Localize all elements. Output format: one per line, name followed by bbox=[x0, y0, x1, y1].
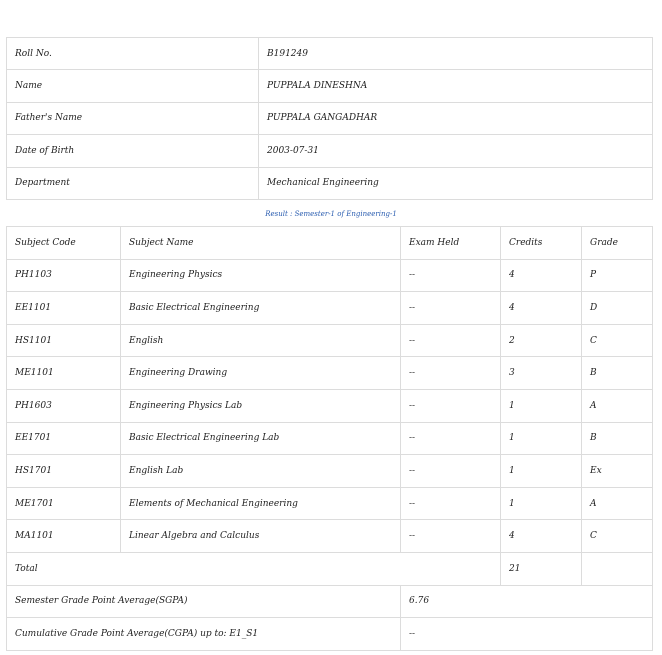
name-label: Name bbox=[7, 70, 259, 102]
header-subject-name: Subject Name bbox=[121, 227, 401, 260]
exam-held-cell: -- bbox=[401, 455, 501, 488]
subject-name-cell: English bbox=[121, 324, 401, 357]
subject-name-cell: Engineering Physics Lab bbox=[121, 389, 401, 422]
table-row bbox=[7, 520, 653, 553]
subject-code-cell: MA1101 bbox=[7, 520, 121, 553]
department-label: Department bbox=[7, 167, 259, 199]
grades-table bbox=[6, 226, 653, 651]
subject-code-cell: EE1701 bbox=[7, 422, 121, 455]
subject-name-cell: Basic Electrical Engineering bbox=[121, 292, 401, 325]
exam-held-cell: -- bbox=[401, 422, 501, 455]
table-row bbox=[7, 324, 653, 357]
subject-code-cell: EE1101 bbox=[7, 292, 121, 325]
exam-held-cell: -- bbox=[401, 487, 501, 520]
department-value: Mechanical Engineering bbox=[259, 167, 653, 199]
cgpa-value: -- bbox=[401, 618, 653, 651]
grade-cell: B bbox=[582, 357, 653, 390]
header-subject-code: Subject Code bbox=[7, 227, 121, 260]
credits-cell: 2 bbox=[501, 324, 582, 357]
dob-label: Date of Birth bbox=[7, 135, 259, 167]
credits-cell: 1 bbox=[501, 487, 582, 520]
grade-cell: A bbox=[582, 487, 653, 520]
table-row bbox=[7, 455, 653, 488]
exam-held-cell: -- bbox=[401, 324, 501, 357]
roll-no-value: B191249 bbox=[259, 38, 653, 70]
subject-code-cell: PH1603 bbox=[7, 389, 121, 422]
grade-cell: A bbox=[582, 389, 653, 422]
grade-cell: P bbox=[582, 259, 653, 292]
info-row bbox=[7, 70, 653, 102]
subject-name-cell: English Lab bbox=[121, 455, 401, 488]
subject-code-cell: HS1101 bbox=[7, 324, 121, 357]
exam-held-cell: -- bbox=[401, 292, 501, 325]
credits-cell: 3 bbox=[501, 357, 582, 390]
table-row bbox=[7, 259, 653, 292]
subject-code-cell: PH1103 bbox=[7, 259, 121, 292]
grades-header-row bbox=[7, 227, 653, 260]
total-grade-empty bbox=[582, 552, 653, 585]
exam-held-cell: -- bbox=[401, 520, 501, 553]
info-row bbox=[7, 167, 653, 199]
subject-code-cell: ME1101 bbox=[7, 357, 121, 390]
sgpa-value: 6.76 bbox=[401, 585, 653, 618]
grade-cell: C bbox=[582, 324, 653, 357]
header-grade: Grade bbox=[582, 227, 653, 260]
credits-cell: 1 bbox=[501, 422, 582, 455]
father-name-value: PUPPALA GANGADHAR bbox=[259, 102, 653, 134]
result-title: Result : Semester-1 of Engineering-1 bbox=[265, 210, 397, 218]
subject-name-cell: Linear Algebra and Calculus bbox=[121, 520, 401, 553]
grade-cell: D bbox=[582, 292, 653, 325]
exam-held-cell: -- bbox=[401, 259, 501, 292]
exam-held-cell: -- bbox=[401, 389, 501, 422]
total-credits: 21 bbox=[501, 552, 582, 585]
credits-cell: 4 bbox=[501, 292, 582, 325]
credits-cell: 4 bbox=[501, 520, 582, 553]
table-row bbox=[7, 357, 653, 390]
table-row bbox=[7, 292, 653, 325]
subject-name-cell: Engineering Drawing bbox=[121, 357, 401, 390]
grade-cell: C bbox=[582, 520, 653, 553]
subject-name-cell: Elements of Mechanical Engineering bbox=[121, 487, 401, 520]
table-row bbox=[7, 422, 653, 455]
header-exam-held: Exam Held bbox=[401, 227, 501, 260]
info-row bbox=[7, 102, 653, 134]
credits-cell: 1 bbox=[501, 455, 582, 488]
credits-cell: 4 bbox=[501, 259, 582, 292]
subject-name-cell: Engineering Physics bbox=[121, 259, 401, 292]
total-label: Total bbox=[7, 552, 501, 585]
table-row bbox=[7, 389, 653, 422]
subject-code-cell: ME1701 bbox=[7, 487, 121, 520]
sgpa-label: Semester Grade Point Average(SGPA) bbox=[7, 585, 401, 618]
total-row bbox=[7, 552, 653, 585]
roll-no-label: Roll No. bbox=[7, 38, 259, 70]
subject-name-cell: Basic Electrical Engineering Lab bbox=[121, 422, 401, 455]
info-row bbox=[7, 135, 653, 167]
name-value: PUPPALA DINESHNA bbox=[259, 70, 653, 102]
grade-cell: Ex bbox=[582, 455, 653, 488]
grade-cell: B bbox=[582, 422, 653, 455]
sgpa-row bbox=[7, 585, 653, 618]
cgpa-row bbox=[7, 618, 653, 651]
cgpa-label: Cumulative Grade Point Average(CGPA) up to: E1_S1 bbox=[7, 618, 401, 651]
dob-value: 2003-07-31 bbox=[259, 135, 653, 167]
credits-cell: 1 bbox=[501, 389, 582, 422]
header-credits: Credits bbox=[501, 227, 582, 260]
student-info-table bbox=[6, 37, 653, 200]
exam-held-cell: -- bbox=[401, 357, 501, 390]
info-row bbox=[7, 38, 653, 70]
table-row bbox=[7, 487, 653, 520]
subject-code-cell: HS1701 bbox=[7, 455, 121, 488]
father-name-label: Father's Name bbox=[7, 102, 259, 134]
